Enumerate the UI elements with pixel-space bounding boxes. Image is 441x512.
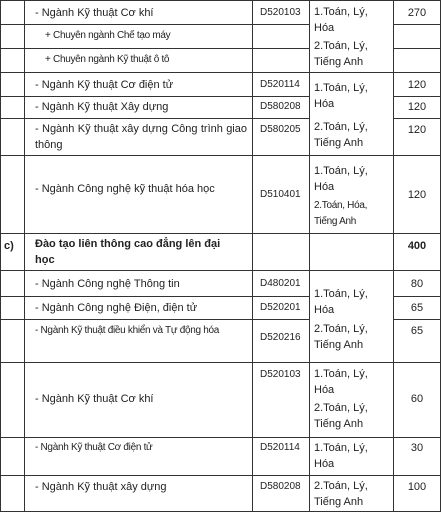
row-quota: 270 <box>407 7 427 19</box>
row-subject: 1.Toán, Lý, Hóa <box>314 82 368 110</box>
row-name: - Ngành Kỹ thuật Cơ khí <box>35 7 154 19</box>
row-name: - Ngành Kỹ thuật Cơ khí <box>35 393 154 405</box>
row-subject: 1.Toán, Lý, Hóa <box>314 368 368 396</box>
grid-line <box>252 0 253 511</box>
grid-line <box>393 24 441 25</box>
row-quota: 100 <box>407 481 427 493</box>
grid-line <box>0 155 441 156</box>
row-quota: 65 <box>410 302 424 314</box>
row-code: D520103 <box>260 369 301 380</box>
row-name: - Ngành Kỹ thuật Cơ điện tử <box>35 442 153 453</box>
grid-line <box>0 0 1 511</box>
row-quota: 30 <box>410 442 424 454</box>
row-name: - Ngành Kỹ thuật Xây dựng <box>35 101 169 113</box>
row-name: - Ngành Công nghệ Thông tin <box>35 278 180 290</box>
row-subject: 2.Toán, Lý, Tiếng Anh <box>314 323 368 351</box>
row-quota: 120 <box>407 101 427 113</box>
row-name: - Ngành Công nghệ Điện, điện tử <box>35 302 198 314</box>
grid-line <box>24 0 25 511</box>
row-subject: 1.Toán, Lý, Hóa <box>314 165 368 193</box>
grid-line <box>0 72 441 73</box>
row-name: + Chuyên ngành Chế tạo máy <box>45 30 171 41</box>
row-subject: 2.Toán, Lý, Tiếng Anh <box>314 40 368 68</box>
row-code: D480201 <box>260 278 301 289</box>
grid-line <box>393 48 441 49</box>
row-subject: 2.Toán, Lý, Tiếng Anh <box>314 402 368 430</box>
row-quota: 120 <box>407 189 427 201</box>
row-subject: 1.Toán, Lý, Hóa <box>314 6 368 34</box>
section-quota: 400 <box>407 240 427 252</box>
row-code: D520201 <box>260 302 301 313</box>
row-code: D580208 <box>260 481 301 492</box>
row-subject: 1.Toán, Lý, Hóa <box>314 288 368 316</box>
grid-line <box>0 0 441 1</box>
row-quota: 120 <box>407 79 427 91</box>
grid-line <box>0 362 441 363</box>
grid-line <box>0 319 309 320</box>
row-name: - Ngành Công nghệ kỹ thuật hóa học <box>35 183 215 195</box>
row-code: D580208 <box>260 101 301 112</box>
row-code: D510401 <box>260 189 301 200</box>
row-code: D520216 <box>260 332 301 343</box>
row-quota: 120 <box>407 124 427 136</box>
grid-line <box>0 270 441 271</box>
row-code: D580205 <box>260 124 301 135</box>
row-name: - Ngành Kỹ thuật xây dựng <box>35 481 167 493</box>
row-name: - Ngành Kỹ thuật xây dựng Công trình giao thông <box>35 123 247 151</box>
row-name: + Chuyên ngành Kỹ thuật ô tô <box>45 54 170 65</box>
row-code: D520114 <box>260 79 300 90</box>
row-name: - Ngành Kỹ thuật Cơ điện tử <box>35 79 174 91</box>
row-name: - Ngành Kỹ thuật điều khiển và Tự động hóa <box>35 325 220 336</box>
section-title: Đào tạo liên thông cao đẳng lên đại học <box>35 238 221 266</box>
row-code: D520114 <box>260 442 300 453</box>
row-quota: 65 <box>410 325 424 337</box>
row-quota: 60 <box>410 393 424 405</box>
row-code: D520103 <box>260 7 301 18</box>
row-subject: 1.Toán, Lý, Hóa <box>314 442 368 470</box>
row-subject: 2.Toán, Lý, Tiếng Anh <box>314 480 368 508</box>
row-quota: 80 <box>410 278 424 290</box>
section-label: c) <box>4 240 14 252</box>
row-subject: 2.Toán, Hóa, Tiếng Anh <box>314 200 368 227</box>
grid-line <box>309 0 310 511</box>
grid-line <box>0 233 441 234</box>
row-subject: 2.Toán, Lý, Tiếng Anh <box>314 121 368 149</box>
